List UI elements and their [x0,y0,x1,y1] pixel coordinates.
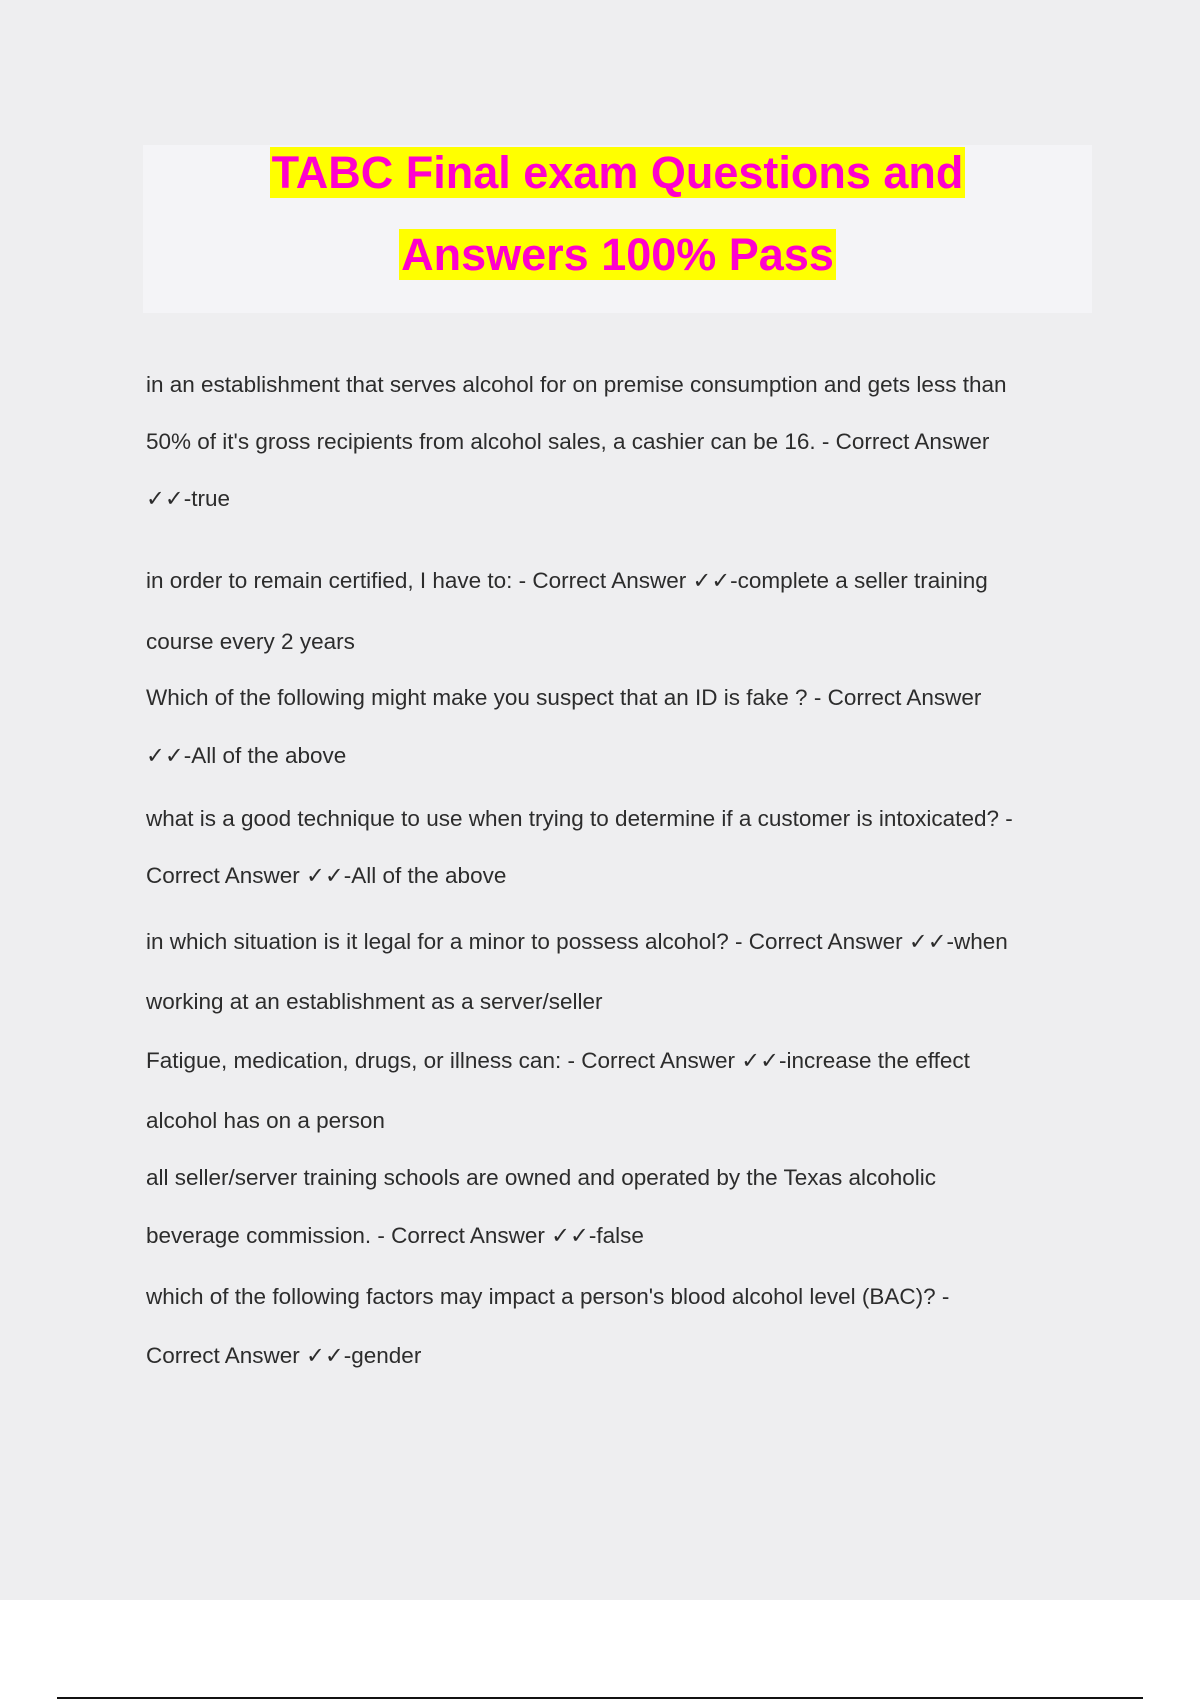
qa-line: in which situation is it legal for a minor to possess alcohol? - Correct Answer ✓✓-when [146,929,1008,954]
qa-line: in order to remain certified, I have to: - Correct Answer ✓✓-complete a seller training [146,568,988,593]
qa-line: Correct Answer ✓✓-All of the above [146,863,507,888]
title-block [143,145,1092,313]
qa-line: 50% of it's gross recipients from alcohol sales, a cashier can be 16. - Correct Answer [146,429,990,454]
qa-line: course every 2 years [146,629,355,654]
qa-line: all seller/server training schools are owned and operated by the Texas alcoholic [146,1165,937,1190]
page-footer [0,1600,1200,1700]
qa-line: beverage commission. - Correct Answer ✓✓-false [146,1223,644,1248]
qa-line: Correct Answer ✓✓-gender [146,1343,422,1368]
document-title-line-1: TABC Final exam Questions and [271,147,964,198]
qa-line: in an establishment that serves alcohol for on premise consumption and gets less than [146,372,1007,397]
qa-line: what is a good technique to use when trying to determine if a customer is intoxicated? - [146,806,1013,831]
qa-line: which of the following factors may impact a person's blood alcohol level (BAC)? - [146,1284,950,1309]
qa-line: Fatigue, medication, drugs, or illness can: - Correct Answer ✓✓-increase the effect [146,1048,970,1073]
qa-line: ✓✓-All of the above [146,743,347,768]
footer-divider [57,1697,1143,1699]
qa-line: alcohol has on a person [146,1108,385,1133]
qa-line: Which of the following might make you suspect that an ID is fake ? - Correct Answer [146,685,982,710]
document-title-line-2: Answers 100% Pass [401,229,834,280]
qa-line: ✓✓-true [146,486,230,511]
qa-line: working at an establishment as a server/seller [146,989,603,1014]
